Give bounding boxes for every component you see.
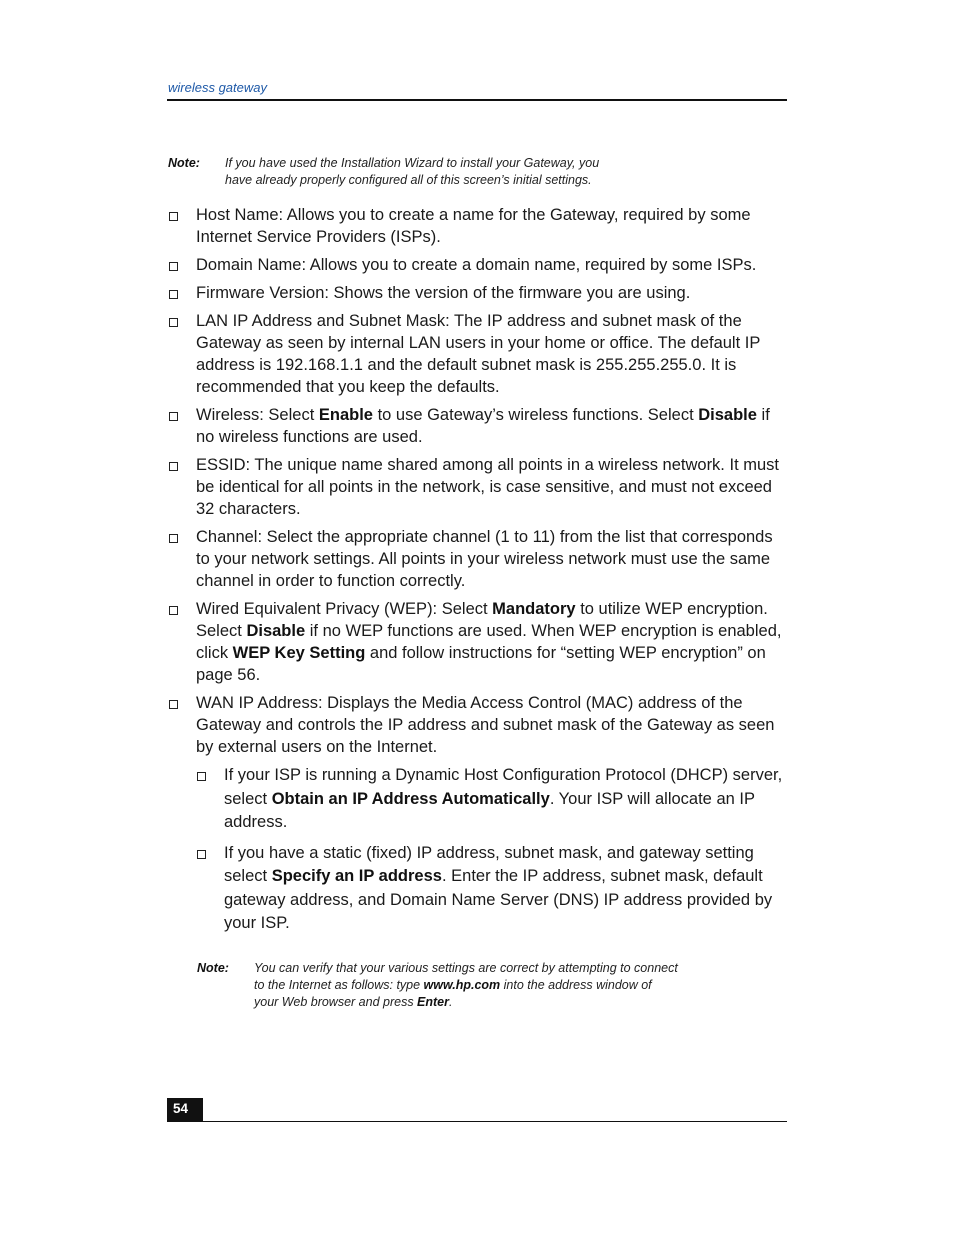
bold-term-specify-ip: Specify an IP address	[271, 867, 442, 885]
sublist-item-static: If you have a static (fixed) IP address, subnet mask, and gateway setting select Specify an IP address. Enter the IP address, subnet mask, default gateway address, and Domain Name Server (DNS) IP address provided by your ISP.	[196, 842, 784, 936]
note-label: Note:	[168, 156, 200, 170]
checkbox-bullet-icon	[169, 534, 178, 543]
bold-term-wep-key-setting: WEP Key Setting	[232, 644, 366, 662]
list-item-domain-name: Domain Name: Allows you to create a domain name, required by some ISPs.	[168, 254, 784, 276]
checkbox-bullet-icon	[169, 700, 178, 709]
footer-rule	[167, 1121, 787, 1122]
note-verify-settings	[197, 960, 757, 1011]
bold-term-enable: Enable	[318, 406, 373, 424]
checkbox-bullet-icon	[197, 850, 206, 859]
list-item-channel: Channel: Select the appropriate channel (1 to 11) from the list that corresponds to your network settings. All points in your wireless network must use the same channel in order to function correctly.	[168, 526, 784, 592]
list-item-essid: ESSID: The unique name shared among all points in a wireless network. It must be identical for all points in the network, is case sensitive, and must not exceed 32 characters.	[168, 454, 784, 520]
note-label: Note:	[197, 961, 229, 975]
list-item-host-name: Host Name: Allows you to create a name for the Gateway, required by some Internet Service Providers (ISPs).	[168, 204, 784, 248]
list-item-wireless: Wireless: Select Enable to use Gateway’s wireless functions. Select Disable if no wireless functions are used.	[168, 404, 784, 448]
list-item-wan-ip: WAN IP Address: Displays the Media Access Control (MAC) address of the Gateway and controls the IP address and subnet mask of the Gateway as seen by external users on the Internet.	[168, 692, 784, 758]
note-text: You can verify that your various settings are correct by attempting to connect to the Internet as follows: type www.hp.com into the address window of your Web browser and press Enter.	[254, 961, 678, 1009]
checkbox-bullet-icon	[169, 212, 178, 221]
note-line: You can verify that your various settings are correct by attempting to connect	[254, 961, 678, 975]
key-name-enter: Enter	[417, 995, 449, 1009]
note-text	[225, 155, 768, 189]
checkbox-bullet-icon	[169, 606, 178, 615]
checkbox-bullet-icon	[169, 290, 178, 299]
bold-term-disable: Disable	[246, 622, 306, 640]
bold-term-disable: Disable	[698, 406, 757, 424]
list-item-firmware-version: Firmware Version: Shows the version of the firmware you are using.	[168, 282, 784, 304]
note-installation-wizard	[168, 155, 768, 189]
checkbox-bullet-icon	[169, 262, 178, 271]
sublist-item-dhcp: If your ISP is running a Dynamic Host Configuration Protocol (DHCP) server, select Obtain an IP Address Automatically. Your ISP will allocate an IP address.	[196, 764, 784, 835]
url-text: www.hp.com	[423, 978, 501, 992]
note-line: If you have used the Installation Wizard to install your Gateway, you	[225, 156, 600, 170]
list-item-wep: Wired Equivalent Privacy (WEP): Select Mandatory to utilize WEP encryption. Select Disable if no WEP functions are used. When WEP encryption is enabled, click WEP Key Setting and follow instructions for “setting WEP encryption” on page 56.	[168, 598, 784, 686]
checkbox-bullet-icon	[169, 318, 178, 327]
wan-ip-sublist	[196, 764, 784, 936]
checkbox-bullet-icon	[169, 412, 178, 421]
page-number: 54	[173, 1101, 189, 1116]
bold-term-mandatory: Mandatory	[492, 600, 576, 618]
settings-list	[168, 204, 784, 943]
note-line: have already properly configured all of this screen’s initial settings.	[225, 173, 592, 187]
bold-term-obtain-ip: Obtain an IP Address Automatically	[271, 789, 550, 808]
checkbox-bullet-icon	[197, 772, 206, 781]
running-header: wireless gateway	[168, 80, 267, 95]
checkbox-bullet-icon	[169, 462, 178, 471]
list-item-lan-ip: LAN IP Address and Subnet Mask: The IP address and subnet mask of the Gateway as seen by internal LAN users in your home or office. The default IP address is 192.168.1.1 and the default subnet mask is 255.255.255.0. It is recommended that you keep the defaults.	[168, 310, 784, 398]
header-rule	[167, 99, 787, 101]
